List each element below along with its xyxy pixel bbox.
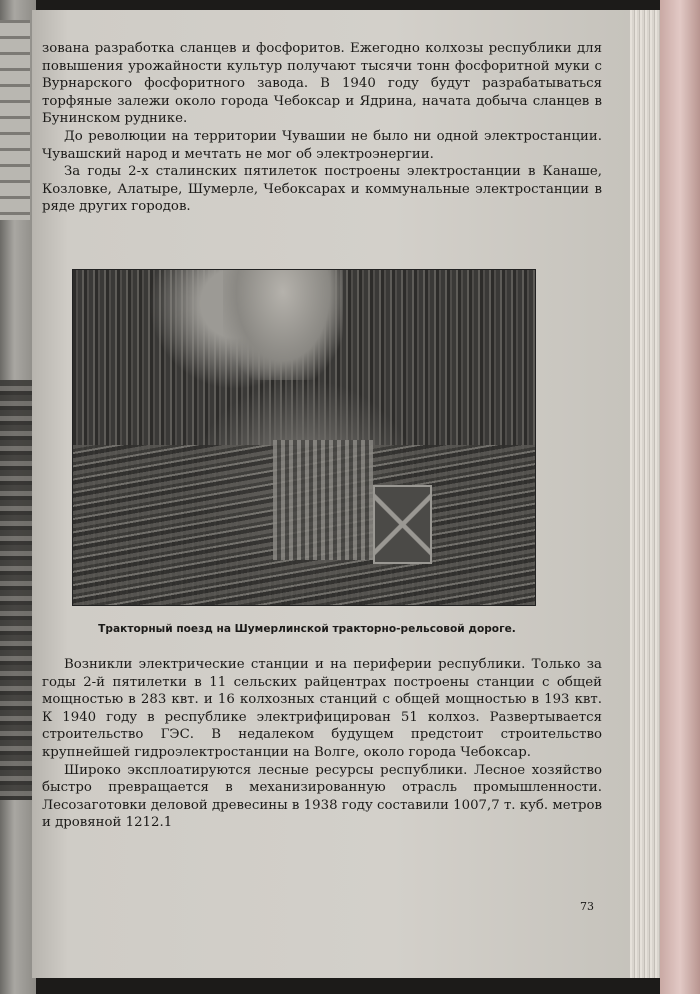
text-block-top — [42, 40, 602, 216]
photo-wagon — [373, 485, 432, 564]
previous-page-photo-fragment — [0, 380, 34, 800]
paragraph: Возникли электрические станции и на периферии республики. Только за годы 2-й пятилетки в 11 сельских райцентрах построены станции с общей мощностью в 283 квт. и 16 колхозных станций с общей мощностью в 193 квт. К 1940 году в республике электрифицирован 51 колхоз. Развертывается строительство ГЭС. В недалеком будущем предстоит строительство крупнейшей гидроэлектростанции на Волге, около города Чебоксар. — [42, 657, 602, 760]
photo-tractor — [273, 440, 373, 560]
page-number: 73 — [580, 900, 594, 913]
previous-page-edge — [0, 0, 36, 994]
figure-caption: Тракторный поезд на Шумерлинской тракторно-рельсовой дороге. — [98, 623, 516, 635]
previous-page-text-fragment — [0, 20, 30, 220]
paragraph: До революции на территории Чувашии не было ни одной электростанции. Чувашский народ и мечтать не мог об электроэнергии. — [42, 128, 602, 162]
paragraph: Широко эксплоатируются лесные ресурсы республики. Лесное хозяйство быстро превращается в механизированную отрасль промышленности. Лесозаготовки деловой древесины в 1938 году составили 1007,7 т. куб. метров и дровяной 1212.1 — [42, 762, 602, 831]
tractor-train-photo — [72, 269, 536, 606]
book-page — [32, 10, 630, 978]
photo-sky — [223, 270, 343, 380]
paragraph: За годы 2-х сталинских пятилеток построены электростанции в Канаше, Козловке, Алатыре, Шумерле, Чебоксарах и коммунальные электростанции в ряде других городов. — [42, 164, 602, 215]
text-block-bottom — [42, 656, 602, 832]
book-cover-edge — [660, 0, 700, 994]
paragraph: зована разработка сланцев и фосфоритов. Ежегодно колхозы республики для повышения урожайности культур получают тысячи тонн фосфоритной муки с Вурнарского фосфоритного завода. В 1940 году будут разрабатываться торфяные залежи около города Чебоксар и Ядрина, начата добыча сланцев в Бунинском руднике. — [42, 41, 602, 127]
